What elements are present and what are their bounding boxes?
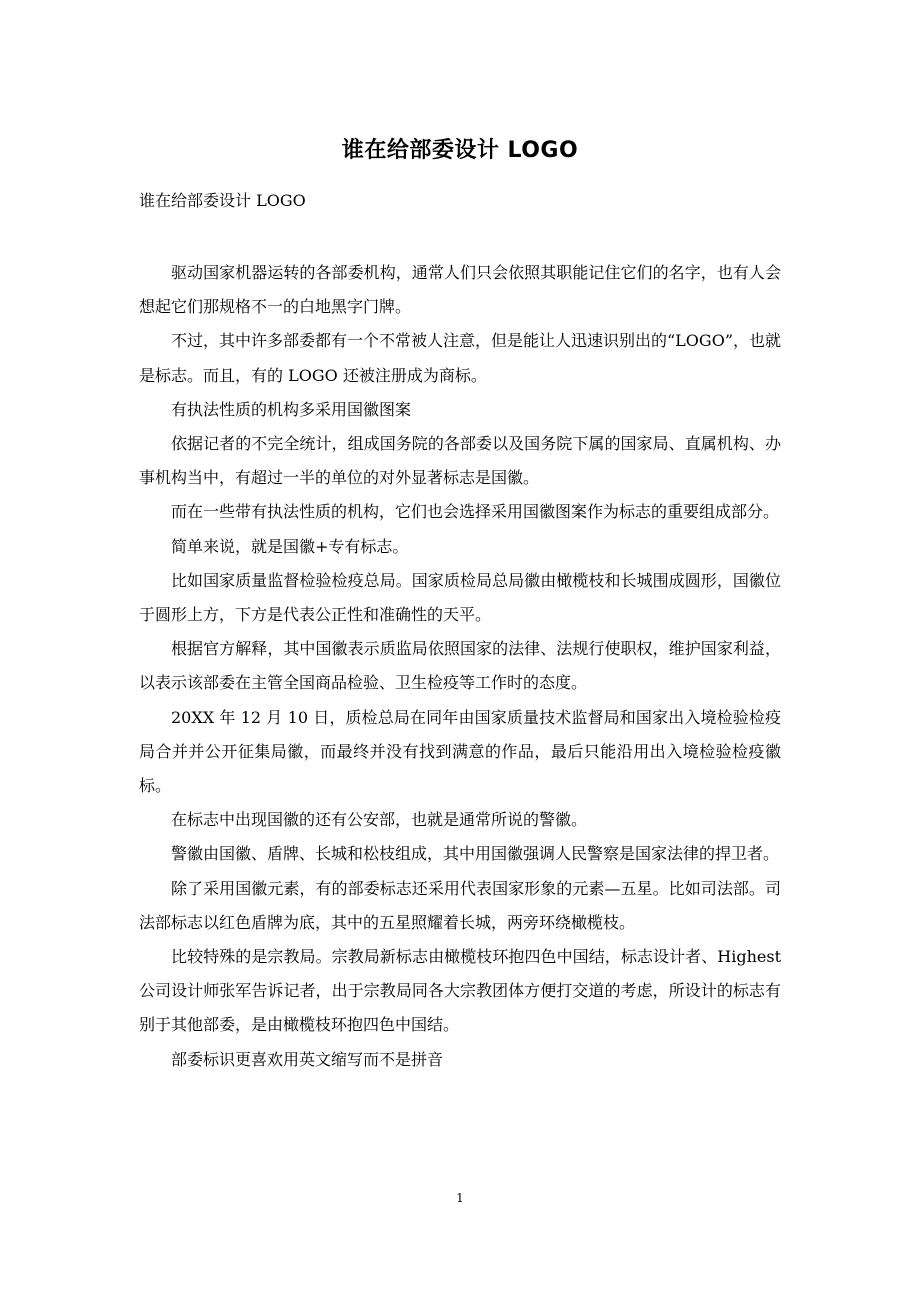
paragraph: 不过，其中许多部委都有一个不常被人注意，但是能让人迅速识别出的“LOGO”，也就是标志。而且，有的 LOGO 还被注册成为商标。 <box>139 331 782 385</box>
paragraph: 除了采用国徽元素，有的部委标志还采用代表国家形象的元素—五星。比如司法部。司法部标志以红色盾牌为底，其中的五星照耀着长城，两旁环绕橄榄枝。 <box>139 878 781 932</box>
paragraph: 驱动国家机器运转的各部委机构，通常人们只会依照其职能记住它们的名字，也有人会想起它们那规格不一的白地黑字门牌。 <box>139 263 781 317</box>
paragraph: 警徽由国徽、盾牌、长城和松枝组成，其中用国徽强调人民警察是国家法律的捍卫者。 <box>171 844 780 864</box>
document-body <box>139 256 781 1077</box>
paragraph: 根据官方解释，其中国徽表示质监局依照国家的法律、法规行使职权，维护国家利益，以表示该部委在主管全国商品检验、卫生检疫等工作时的态度。 <box>139 639 781 693</box>
document-subtitle: 谁在给部委设计 LOGO <box>139 191 306 210</box>
paragraph: 20XX 年 12 月 10 日，质检总局在同年由国家质量技术监督局和国家出入境检验检疫局合并并公开征集局徽，而最终并没有找到满意的作品，最后只能沿用出入境检验检疫徽标。 <box>139 707 781 796</box>
section-heading: 部委标识更喜欢用英文缩写而不是拼音 <box>171 1049 444 1069</box>
page-number: 1 <box>456 1191 464 1205</box>
paragraph: 简单来说，就是国徽+专有标志。 <box>171 536 409 556</box>
section-heading: 有执法性质的机构多采用国徽图案 <box>171 399 412 419</box>
paragraph: 比如国家质量监督检验检疫总局。国家质检局总局徽由橄榄枝和长城围成圆形，国徽位于圆形上方，下方是代表公正性和准确性的天平。 <box>139 570 781 625</box>
document-title: 谁在给部委设计 LOGO <box>341 138 579 163</box>
paragraph: 比较特殊的是宗教局。宗教局新标志由橄榄枝环抱四色中国结，标志设计者、Highest 公司设计师张军告诉记者，出于宗教局同各大宗教团体方便打交道的考虑，所设计的标志有别于其他部委，是由橄榄枝环抱四色中国结。 <box>139 947 781 1035</box>
paragraph: 依据记者的不完全统计，组成国务院的各部委以及国务院下属的国家局、直属机构、办事机构当中，有超过一半的单位的对外显著标志是国徽。 <box>139 434 781 488</box>
paragraph: 在标志中出现国徽的还有公安部，也就是通常所说的警徽。 <box>171 810 588 830</box>
paragraph: 而在一些带有执法性质的机构，它们也会选择采用国徽图案作为标志的重要组成部分。 <box>171 502 780 522</box>
